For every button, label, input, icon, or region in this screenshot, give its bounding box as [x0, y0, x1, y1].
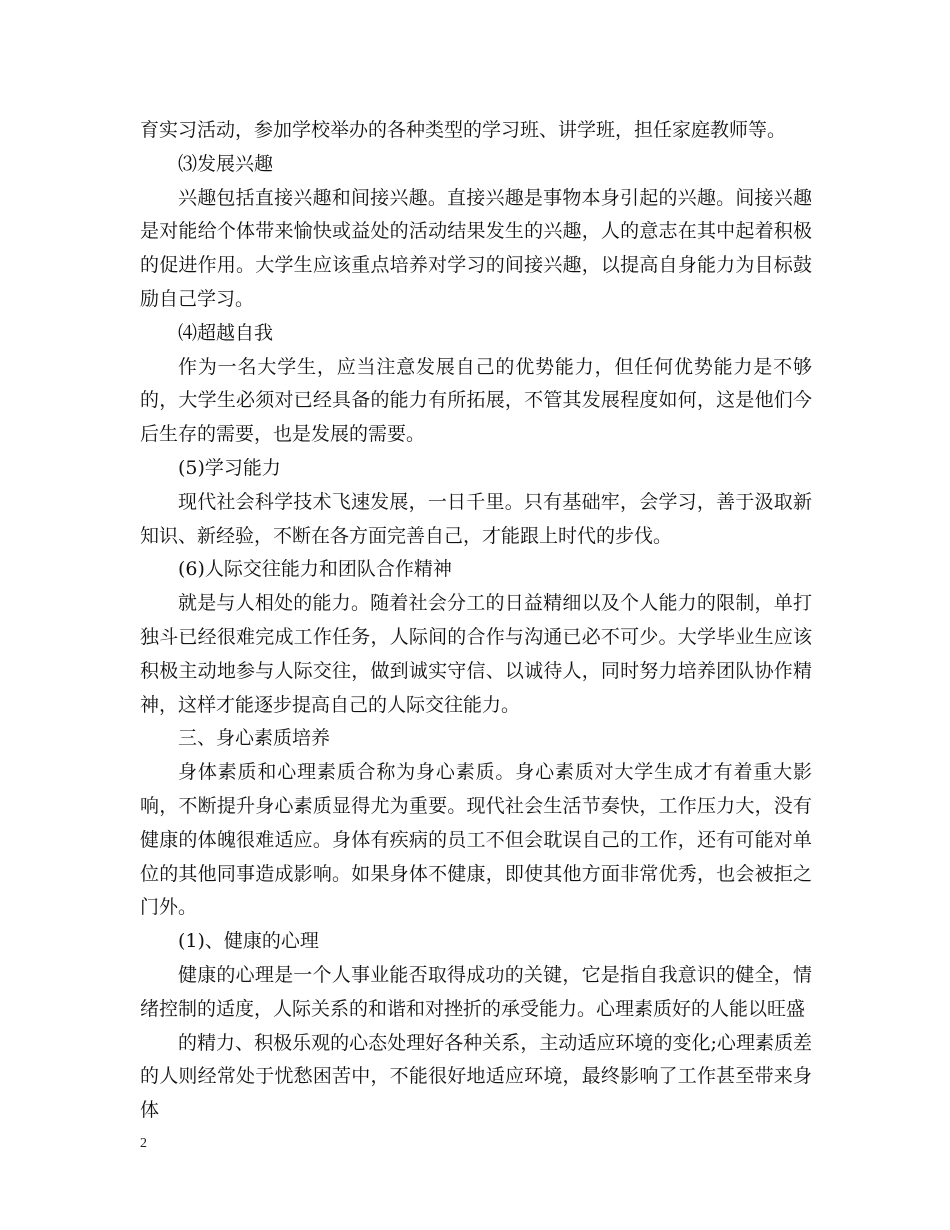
- paragraph: 作为一名大学生，应当注意发展自己的优势能力，但任何优势能力是不够的，大学生必须对已经具备的能力有所拓展，不管其发展程度如何，这是他们今后生存的需要，也是发展的需要。: [140, 355, 812, 446]
- page-number: 2: [140, 1136, 147, 1151]
- section-heading: ⑶发展兴趣: [178, 152, 274, 175]
- section-heading: 三、身心素质培养: [178, 727, 331, 750]
- section-heading: ⑷超越自我: [178, 321, 274, 344]
- paragraph: 的精力、积极乐观的心态处理好各种关系，主动适应环境的变化;心理素质差的人则经常处于忧愁困苦中，不能很好地适应环境，最终影响了工作甚至带来身体: [140, 1031, 812, 1122]
- document-body: [140, 114, 812, 1128]
- paragraph: 身体素质和心理素质合称为身心素质。身心素质对大学生成才有着重大影响，不断提升身心素质显得尤为重要。现代社会生活节奏快，工作压力大，没有健康的体魄很难适应。身体有疾病的员工不但会耽误自己的工作，还有可能对单位的其他同事造成影响。如果身体不健康，即使其他方面非常优秀，也会被拒之门外。: [140, 761, 812, 919]
- section-heading: (5)学习能力: [178, 456, 281, 479]
- paragraph: 健康的心理是一个人事业能否取得成功的关键，它是指自我意识的健全，情绪控制的适度，人际关系的和谐和对挫折的承受能力。心理素质好的人能以旺盛: [140, 963, 812, 1020]
- section-heading: (6)人际交往能力和团队合作精神: [178, 558, 452, 581]
- paragraph: 育实习活动，参加学校举办的各种类型的学习班、讲学班，担任家庭教师等。: [140, 119, 787, 141]
- paragraph: 兴趣包括直接兴趣和间接兴趣。直接兴趣是事物本身引起的兴趣。间接兴趣是对能给个体带来愉快或益处的活动结果发生的兴趣，人的意志在其中起着积极的促进作用。大学生应该重点培养对学习的间接兴趣，以提高自身能力为目标鼓励自己学习。: [140, 186, 812, 310]
- paragraph: 就是与人相处的能力。随着社会分工的日益精细以及个人能力的限制，单打独斗已经很难完成工作任务，人际间的合作与沟通已必不可少。大学毕业生应该积极主动地参与人际交往，做到诚实守信、以诚待人，同时努力培养团队协作精神，这样才能逐步提高自己的人际交往能力。: [140, 592, 812, 716]
- paragraph: 现代社会科学技术飞速发展，一日千里。只有基础牢，会学习，善于汲取新知识、新经验，不断在各方面完善自己，才能跟上时代的步伐。: [140, 490, 812, 547]
- section-heading: (1)、健康的心理: [178, 930, 319, 953]
